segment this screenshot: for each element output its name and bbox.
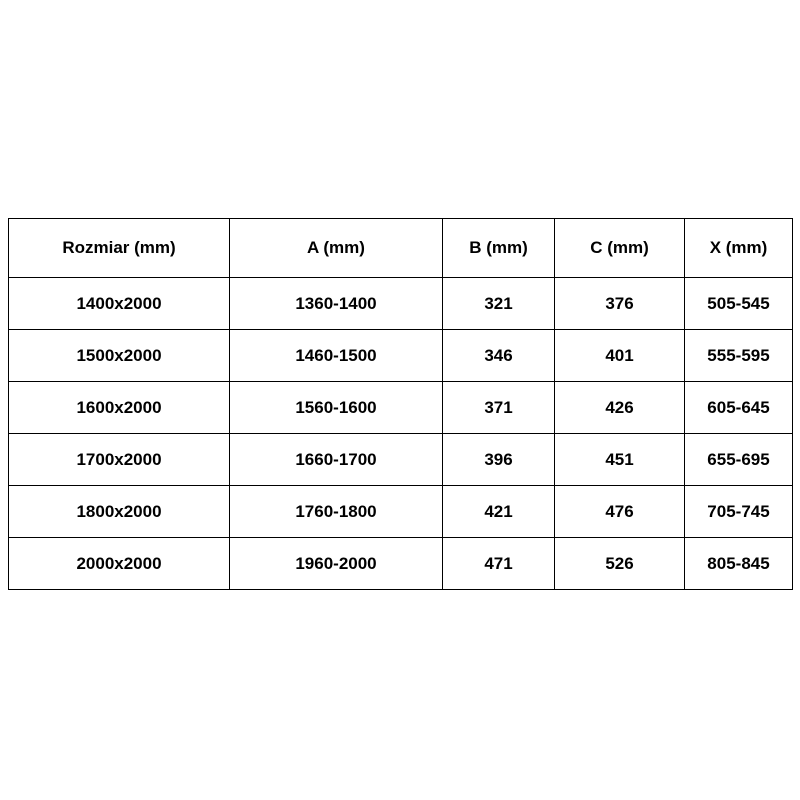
- column-header-rozmiar: Rozmiar (mm): [9, 219, 230, 278]
- cell-c: 476: [555, 486, 685, 538]
- table-header-row: [9, 219, 793, 278]
- table-row: [9, 278, 793, 330]
- cell-x: 555-595: [685, 330, 793, 382]
- column-header-b: B (mm): [443, 219, 555, 278]
- cell-b: 321: [443, 278, 555, 330]
- cell-c: 376: [555, 278, 685, 330]
- column-header-x: X (mm): [685, 219, 793, 278]
- cell-size: 1600x2000: [9, 382, 230, 434]
- cell-size: 1500x2000: [9, 330, 230, 382]
- specification-table: [8, 218, 793, 590]
- column-header-a: A (mm): [230, 219, 443, 278]
- cell-size: 2000x2000: [9, 538, 230, 590]
- table-row: [9, 538, 793, 590]
- table-row: [9, 434, 793, 486]
- cell-x: 505-545: [685, 278, 793, 330]
- cell-b: 421: [443, 486, 555, 538]
- cell-size: 1700x2000: [9, 434, 230, 486]
- cell-a: 1560-1600: [230, 382, 443, 434]
- table-header: [9, 219, 793, 278]
- cell-x: 705-745: [685, 486, 793, 538]
- cell-a: 1760-1800: [230, 486, 443, 538]
- cell-x: 655-695: [685, 434, 793, 486]
- cell-c: 426: [555, 382, 685, 434]
- cell-size: 1400x2000: [9, 278, 230, 330]
- cell-a: 1460-1500: [230, 330, 443, 382]
- cell-b: 371: [443, 382, 555, 434]
- cell-b: 396: [443, 434, 555, 486]
- cell-a: 1960-2000: [230, 538, 443, 590]
- specification-table-wrapper: [8, 218, 792, 590]
- cell-a: 1660-1700: [230, 434, 443, 486]
- cell-a: 1360-1400: [230, 278, 443, 330]
- table-body: [9, 278, 793, 590]
- cell-size: 1800x2000: [9, 486, 230, 538]
- cell-c: 451: [555, 434, 685, 486]
- cell-b: 346: [443, 330, 555, 382]
- cell-b: 471: [443, 538, 555, 590]
- table-row: [9, 382, 793, 434]
- cell-c: 401: [555, 330, 685, 382]
- cell-x: 805-845: [685, 538, 793, 590]
- table-row: [9, 486, 793, 538]
- table-row: [9, 330, 793, 382]
- cell-c: 526: [555, 538, 685, 590]
- column-header-c: C (mm): [555, 219, 685, 278]
- cell-x: 605-645: [685, 382, 793, 434]
